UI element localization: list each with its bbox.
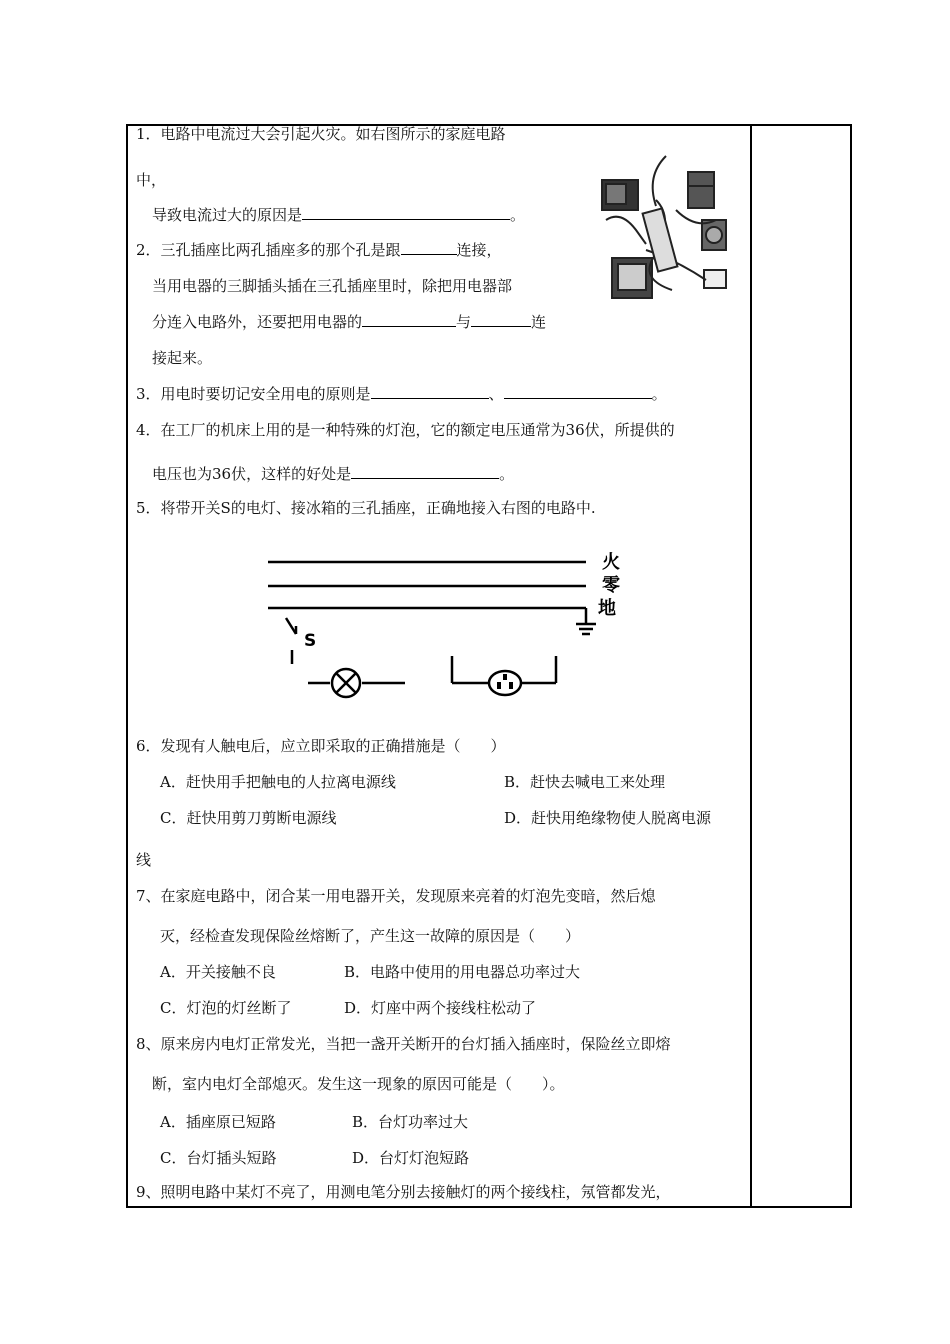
q7-option-c[interactable]: C．灯泡的灯丝断了: [160, 999, 292, 1017]
q2-line1: [136, 240, 502, 260]
q1-line3-prefix: 导致电流过大的原因是: [152, 206, 303, 224]
q1-line2: 中，: [136, 171, 167, 189]
q9-line1: 9、照明电路中某灯不亮了，用测电笔分别去接触灯的两个接线柱，氖管都发光，: [136, 1183, 671, 1201]
q4-line2: [152, 464, 514, 484]
q7-line2: 灭，经检查发现保险丝熔断了，产生这一故障的原因是（ ）: [160, 927, 581, 945]
q3-suffix: 。: [651, 385, 667, 403]
circuit-diagram: [260, 546, 630, 706]
table-column-divider: [750, 124, 752, 1208]
q2-line3-mid: 与: [456, 313, 472, 331]
q6-option-b[interactable]: B．赶快去喊电工来处理: [504, 773, 666, 791]
q5-text: 5．将带开关S的电灯、接冰箱的三孔插座，正确地接入右图的电路中.: [136, 499, 596, 517]
q2-line2: 当用电器的三脚插头插在三孔插座里时，除把用电器部: [152, 277, 513, 295]
q1-answer-blank[interactable]: [302, 205, 510, 220]
household-appliances-illustration: [596, 150, 742, 310]
ground-wire-label: 地: [598, 598, 616, 619]
q3-answer-blank-1[interactable]: [371, 384, 489, 399]
q2-line3-prefix: 分连入电路外，还要把用电器的: [152, 313, 363, 331]
q7-line1: 7、在家庭电路中，闭合某一用电器开关，发现原来亮着的灯泡先变暗，然后熄: [136, 887, 656, 905]
q8-option-b[interactable]: B．台灯功率过大: [352, 1113, 469, 1131]
q2-line3-suffix: 连: [531, 313, 547, 331]
switch-label: S: [304, 631, 317, 651]
q3-answer-blank-2[interactable]: [504, 384, 652, 399]
q6-option-a[interactable]: A．赶快用手把触电的人拉离电源线: [160, 773, 396, 791]
q8-line1: 8、原来房内电灯正常发光，当把一盏开关断开的台灯插入插座时，保险丝立即熔: [136, 1035, 671, 1053]
live-wire-label: 火: [602, 552, 620, 573]
q6-option-d[interactable]: D．赶快用绝缘物使人脱离电源: [504, 809, 712, 827]
q1-line3: [152, 205, 525, 225]
q8-option-a[interactable]: A．插座原已短路: [160, 1113, 276, 1131]
q6-option-d-continued: 线: [136, 851, 152, 869]
q7-option-b[interactable]: B．电路中使用的用电器总功率过大: [344, 963, 581, 981]
q6-stem: 6．发现有人触电后，应立即采取的正确措施是（ ）: [136, 737, 506, 755]
neutral-wire-label: 零: [602, 575, 620, 596]
q2-answer-blank-2[interactable]: [362, 312, 456, 327]
q2-answer-blank-1[interactable]: [401, 240, 457, 255]
q8-option-d[interactable]: D．台灯灯泡短路: [352, 1149, 470, 1167]
q4-line2-suffix: 。: [499, 465, 515, 483]
q3-prefix: 3．用电时要切记安全用电的原则是: [136, 385, 371, 403]
q7-option-d[interactable]: D．灯座中两个接线柱松动了: [344, 999, 537, 1017]
q8-line2: 断，室内电灯全部熄灭。发生这一现象的原因可能是（ ）。: [152, 1075, 565, 1093]
q8-option-c[interactable]: C．台灯插头短路: [160, 1149, 277, 1167]
q7-option-a[interactable]: A．开关接触不良: [160, 963, 276, 981]
q4-answer-blank[interactable]: [351, 464, 499, 479]
q3-mid: 、: [488, 385, 504, 403]
q1-line1: 1．电路中电流过大会引起火灾。如右图所示的家庭电路: [136, 125, 506, 143]
q4-line2-prefix: 电压也为36伏，这样的好处是: [152, 465, 352, 483]
q1-line3-suffix: 。: [510, 206, 526, 224]
q2-line1-prefix: 2．三孔插座比两孔插座多的那个孔是跟: [136, 241, 401, 259]
q6-option-c[interactable]: C．赶快用剪刀剪断电源线: [160, 809, 337, 827]
q2-line3: [152, 312, 546, 332]
q2-answer-blank-3[interactable]: [471, 312, 531, 327]
q3-line: [136, 384, 667, 404]
q2-line1-suffix: 连接，: [456, 241, 502, 259]
q4-line1: 4．在工厂的机床上用的是一种特殊的灯泡，它的额定电压通常为36伏，所提供的: [136, 421, 675, 439]
switch-lever: [286, 618, 296, 634]
q2-line4: 接起来。: [152, 349, 213, 367]
